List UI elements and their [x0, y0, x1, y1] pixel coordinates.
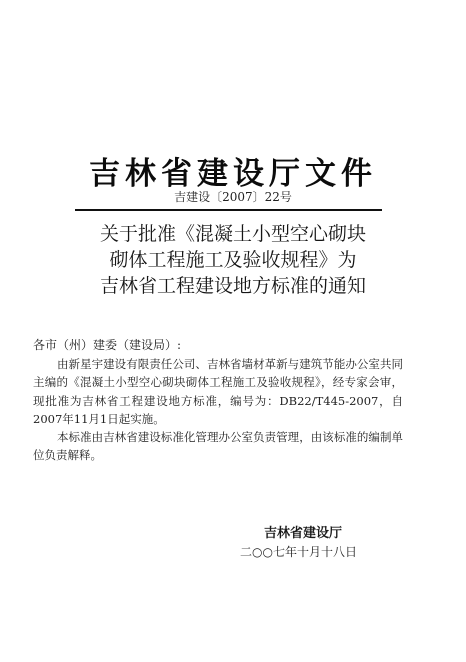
document-number: 吉建设〔2007〕22号: [174, 190, 292, 204]
notice-body: [33, 355, 403, 465]
issuing-authority: 吉林省建设厅: [264, 526, 343, 541]
salutation: 各市（州）建委（建设局）:: [33, 338, 182, 352]
subject-line-3: 吉林省工程建设地方标准的通知: [99, 275, 366, 297]
issue-date: 二○○七年十月十八日: [240, 545, 357, 559]
subject-line-2: 砌体工程施工及验收规程》为: [109, 249, 357, 271]
notice-subject: [0, 221, 466, 299]
header-divider: [75, 209, 382, 211]
subject-line-1: 关于批准《混凝土小型空心砌块: [99, 223, 366, 245]
body-paragraph-1: 由新星宇建设有限责任公司、吉林省墙材革新与建筑节能办公室共同主编的《混凝土小型空心砌块砌体工程施工及验收规程》，经专家会审，现批准为吉林省工程建设地方标准，编号为：DB22/T445-2007，自2007年11月1日起实施。: [33, 357, 403, 426]
body-paragraph-2: 本标准由吉林省建设标准化管理办公室负责管理，由该标准的编制单位负责解释。: [33, 430, 403, 463]
document-header-title: 吉林省建设厅文件: [89, 156, 377, 192]
